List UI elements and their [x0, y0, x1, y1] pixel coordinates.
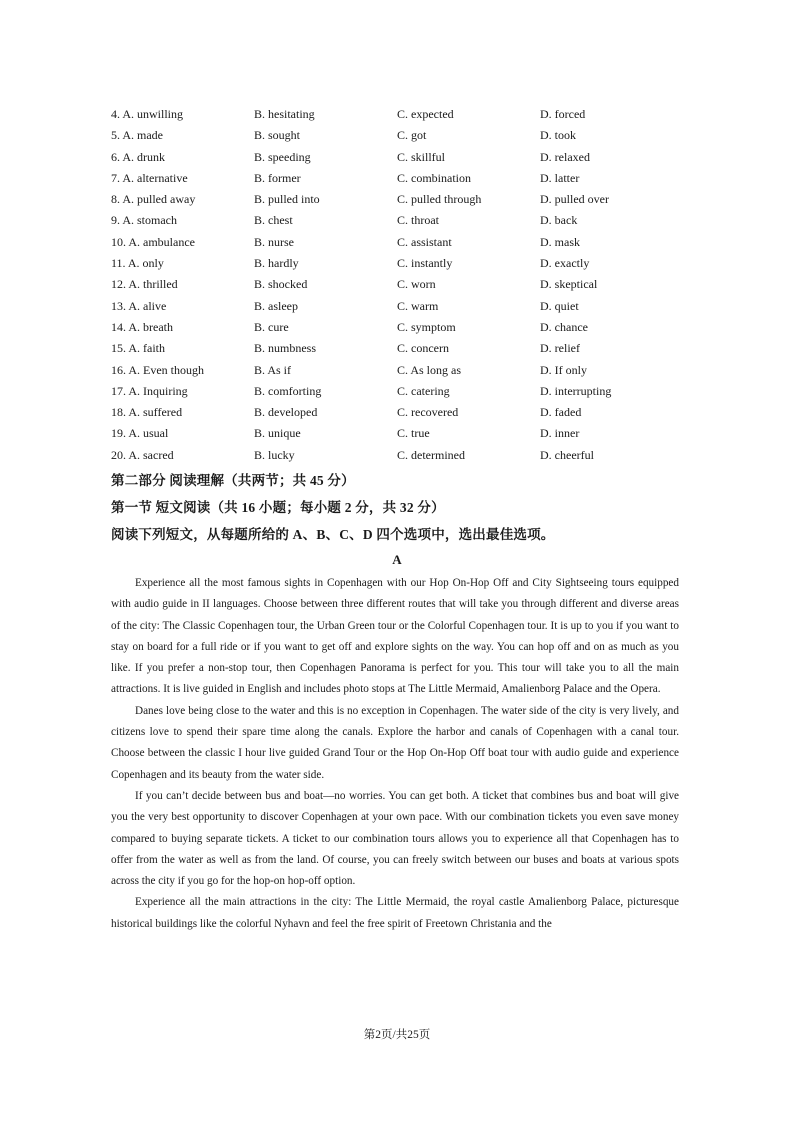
option-choice: C. expected	[397, 107, 454, 121]
option-choice: 14. A. breath	[111, 319, 173, 334]
option-choice: B. asleep	[254, 298, 298, 313]
option-choice: 9. A. stomach	[111, 213, 177, 228]
option-row	[111, 232, 711, 253]
option-row	[111, 317, 711, 338]
option-row	[111, 296, 711, 317]
option-choice: 12. A. thrilled	[111, 277, 178, 292]
option-choice: 13. A. alive	[111, 298, 167, 313]
option-choice: 8. A. pulled away	[111, 192, 196, 207]
option-choice: C. combination	[397, 170, 471, 185]
option-row	[111, 253, 711, 274]
option-choice: 10. A. ambulance	[111, 234, 195, 249]
option-choice: C. recovered	[397, 405, 459, 420]
option-choice: 6. A. drunk	[111, 149, 165, 164]
option-choice: B. numbness	[254, 341, 317, 356]
option-row	[111, 402, 711, 423]
option-row	[111, 104, 711, 125]
option-choice: B. cure	[254, 319, 289, 334]
option-choice: C. determined	[397, 447, 465, 462]
option-choice: B. former	[254, 170, 301, 185]
option-row	[111, 189, 711, 210]
option-choice: C. As long as	[397, 362, 462, 377]
option-choice: B. chest	[254, 213, 293, 228]
option-choice: B. developed	[254, 405, 318, 420]
option-row	[111, 125, 711, 146]
option-row	[111, 445, 711, 466]
option-choice: B. As if	[254, 362, 292, 377]
option-choice: B. comforting	[254, 383, 322, 398]
option-choice: B. unique	[254, 426, 301, 441]
option-choice: C. true	[397, 426, 430, 441]
part-heading: 第二部分 阅读理解（共两节；共 45 分）	[111, 473, 355, 488]
option-choice: C. symptom	[397, 319, 456, 334]
option-row	[111, 147, 711, 168]
option-choice: C. throat	[397, 213, 439, 228]
option-choice: 15. A. faith	[111, 341, 165, 356]
option-choice: D. quiet	[540, 298, 579, 313]
paragraph: Experience all the main attractions in the city: The Little Mermaid, the royal castle Amalienborg Palace, picturesque historical buildings like the colorful Nyhavn and feel the free spirit of Freetown Christania and the	[111, 896, 679, 930]
option-choice: C. skillful	[397, 149, 446, 164]
option-choice: C. warm	[397, 298, 439, 313]
option-choice: D. If only	[540, 362, 587, 377]
option-choice: D. skeptical	[540, 277, 598, 292]
option-choice: 18. A. suffered	[111, 405, 183, 420]
option-row	[111, 338, 711, 359]
page-number: 第2页/共25页	[363, 1029, 431, 1041]
option-choice: C. got	[397, 128, 427, 143]
option-choice: D. relaxed	[540, 149, 590, 164]
option-choice: D. chance	[540, 319, 588, 334]
option-choice: B. nurse	[254, 234, 294, 249]
option-choice: D. faded	[540, 405, 582, 420]
option-choice: B. shocked	[254, 277, 308, 292]
option-choice: D. inner	[540, 426, 580, 441]
option-choice: B. pulled into	[254, 192, 320, 207]
option-choice: D. interrupting	[540, 383, 612, 398]
option-choice: 11. A. only	[111, 256, 164, 271]
option-choice: B. hardly	[254, 256, 299, 271]
option-choice: D. latter	[540, 170, 580, 185]
section-heading: 第一节 短文阅读（共 16 小题；每小题 2 分，共 32 分）	[111, 500, 445, 515]
option-choice: D. mask	[540, 234, 580, 249]
option-choice: 19. A. usual	[111, 426, 169, 441]
option-row	[111, 360, 711, 381]
option-choice: D. cheerful	[540, 447, 594, 462]
instruction-text: 阅读下列短文，从每题所给的 A、B、C、D 四个选项中，选出最佳选项。	[111, 527, 555, 542]
option-row	[111, 274, 711, 295]
option-choice: C. concern	[397, 341, 449, 356]
passage-body	[111, 573, 679, 935]
option-row	[111, 423, 711, 444]
paragraph: Experience all the most famous sights in Copenhagen with our Hop On-Hop Off and City Sightseeing tours equipped with audio guide in II languages. Choose between three different routes that will take you through different and diverse areas of the city: The Classic Copenhagen tour, the Urban Green tour or the Colorful Copenhagen tour. It is up to you if you want to stay on board for a full ride or if you want to get off and explore sights on the way. You can hop off and on as much as you like. If you prefer a non-stop tour, then Copenhagen Panorama is perfect for you. This tour will take you to all the main attractions. It is live guided in English and includes photo stops at The Little Mermaid, Amalienborg Palace and the Opera.	[111, 577, 679, 696]
option-choice: 16. A. Even though	[111, 362, 204, 377]
option-choice: 20. A. sacred	[111, 447, 174, 462]
option-choice: D. relief	[540, 341, 580, 356]
option-choice: 5. A. made	[111, 128, 163, 143]
option-choice: 7. A. alternative	[111, 170, 188, 185]
option-row	[111, 168, 711, 189]
option-choice: B. speeding	[254, 149, 311, 164]
option-choice: C. pulled through	[397, 192, 482, 207]
option-choice: C. assistant	[397, 234, 452, 249]
option-choice: C. catering	[397, 383, 450, 398]
option-choice: D. back	[540, 213, 578, 228]
option-choice: D. took	[540, 128, 576, 143]
option-row	[111, 381, 711, 402]
paragraph: If you can’t decide between bus and boat—no worries. You can get both. A ticket that combines bus and boat will give you the very best opportunity to discover Copenhagen at your own pace. With our combination tickets you even save money compared to buying separate tickets. A ticket to our combination tours allows you to experience all that Copenhagen has to offer from the water as well as from the land. Of course, you can freely switch between our buses and boats at various spots across the city if you go for the hop-on hop-off option.	[111, 789, 679, 888]
passage-label: A	[392, 552, 402, 567]
option-row	[111, 210, 711, 231]
option-choice: 4. A. unwilling	[111, 107, 184, 121]
option-choice: C. worn	[397, 277, 436, 292]
option-choice: C. instantly	[397, 256, 453, 271]
option-choice: B. lucky	[254, 447, 295, 462]
option-choice: D. forced	[540, 107, 586, 121]
option-choice: B. sought	[254, 128, 301, 143]
option-choice: D. exactly	[540, 256, 590, 271]
option-choice: 17. A. Inquiring	[111, 383, 188, 398]
answer-options-table	[111, 104, 711, 466]
paragraph: Danes love being close to the water and this is no exception in Copenhagen. The water side of the city is very lively, and citizens love to spend their spare time along the canals. Explore the harbor and canals of Copenhagen with a canal tour. Choose between the classic I hour live guided Grand Tour or the Hop On-Hop Off boat tour with audio guide and experience Copenhagen and its beauty from the water side.	[111, 704, 679, 781]
option-choice: D. pulled over	[540, 192, 609, 207]
option-choice: B. hesitating	[254, 107, 315, 121]
